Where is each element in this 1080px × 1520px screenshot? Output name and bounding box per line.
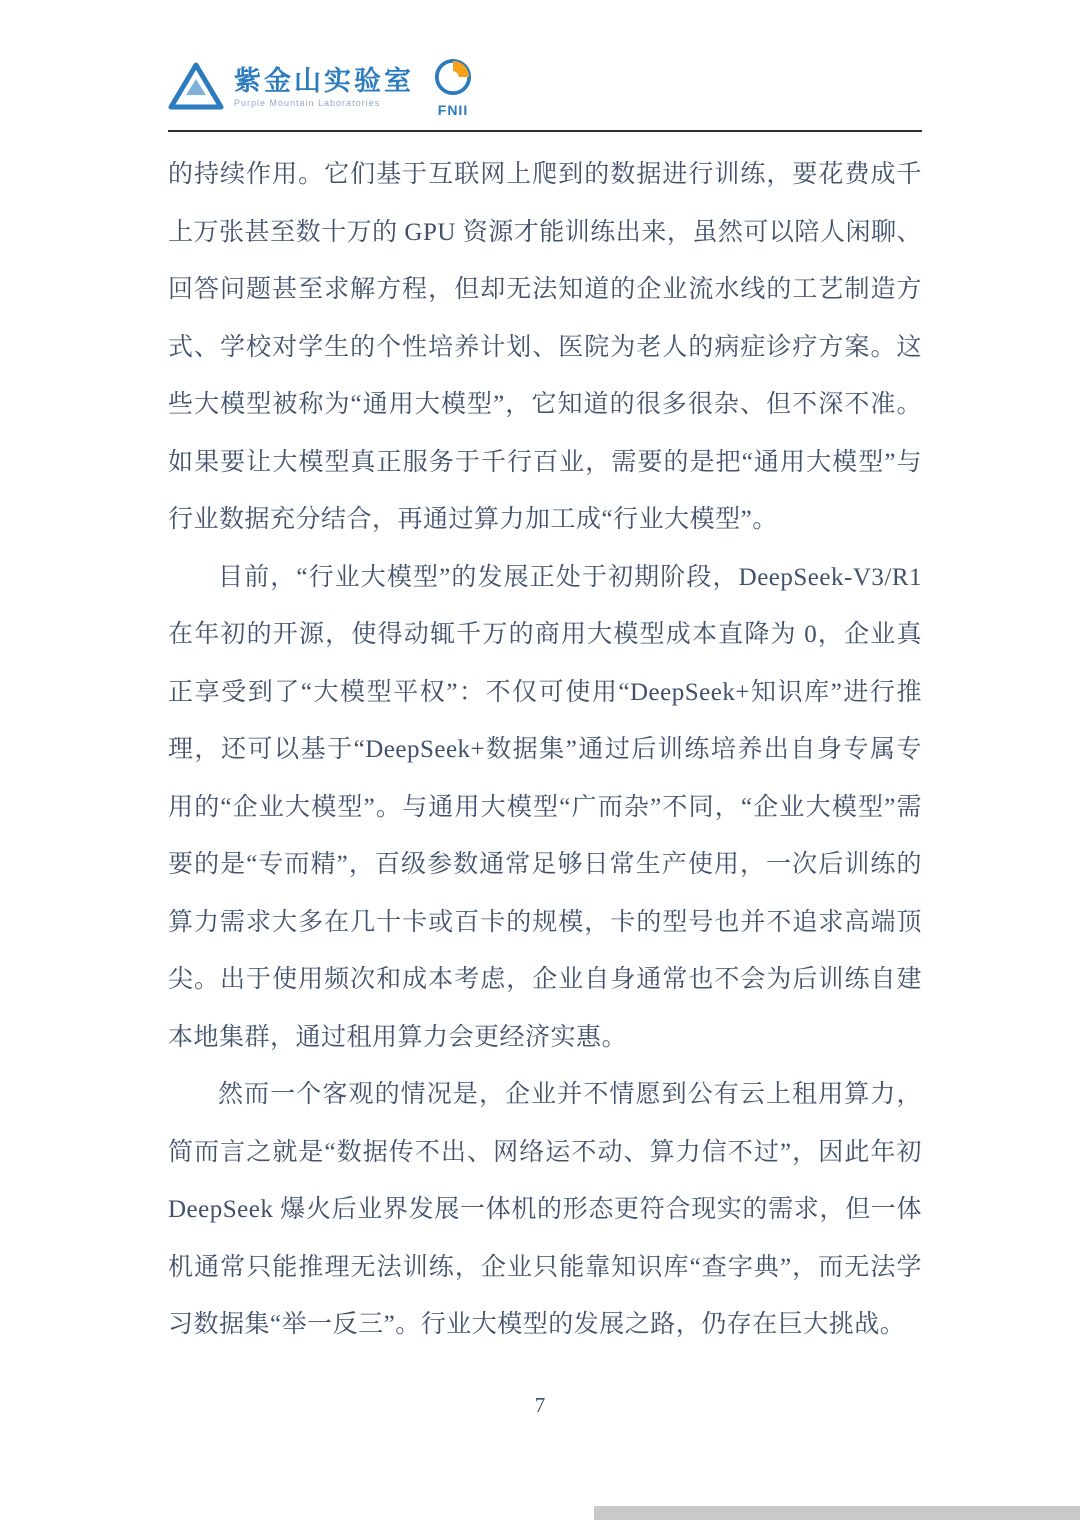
- scan-artifact-bar: [594, 1506, 1080, 1520]
- lab-name-english: Purple Mountain Laboratories: [234, 98, 381, 109]
- lab-name-block: [234, 67, 414, 110]
- page-header: [168, 58, 922, 118]
- lab-name-chinese: 紫金山实验室: [234, 65, 414, 96]
- page-number: 7: [534, 1393, 546, 1417]
- fnii-logo: [434, 58, 472, 118]
- mountain-logo-icon: [168, 62, 224, 115]
- purple-mountain-lab-logo: [168, 62, 414, 115]
- document-body: [168, 146, 922, 1354]
- header-divider: [168, 130, 922, 132]
- paragraph-continued: 的持续作用。它们基于互联网上爬到的数据进行训练，要花费成千上万张甚至数十万的 GPU 资源才能训练出来，虽然可以陪人闲聊、回答问题甚至求解方程，但却无法知道的企业流水线的工艺制造方式、学校对学生的个性培养计划、医院为老人的病症诊疗方案。这些大模型被称为“通用大模型”，它知道的很多很杂、但不深不准。如果要让大模型真正服务于千行百业，需要的是把“通用大模型”与行业数据充分结合，再通过算力加工成“行业大模型”。: [168, 161, 922, 533]
- fnii-label: FNII: [437, 102, 469, 118]
- fnii-globe-icon: [434, 58, 472, 101]
- paragraph: 目前，“行业大模型”的发展正处于初期阶段，DeepSeek-V3/R1 在年初的开源，使得动辄千万的商用大模型成本直降为 0，企业真正享受到了“大模型平权”：不仅可使用“DeepSeek+知识库”进行推理，还可以基于“DeepSeek+数据集”通过后训练培养出自身专属专用的“企业大模型”。与通用大模型“广而杂”不同，“企业大模型”需要的是“专而精”，百级参数通常足够日常生产使用，一次后训练的算力需求大多在几十卡或百卡的规模，卡的型号也并不追求高端顶尖。出于使用频次和成本考虑，企业自身通常也不会为后训练自建本地集群，通过租用算力会更经济实惠。: [168, 563, 922, 1051]
- paragraph: 然而一个客观的情况是，企业并不情愿到公有云上租用算力，简而言之就是“数据传不出、网络运不动、算力信不过”，因此年初 DeepSeek 爆火后业界发展一体机的形态更符合现实的需求，但一体机通常只能推理无法训练，企业只能靠知识库“查字典”，而无法学习数据集“举一反三”。行业大模型的发展之路，仍存在巨大挑战。: [168, 1081, 922, 1338]
